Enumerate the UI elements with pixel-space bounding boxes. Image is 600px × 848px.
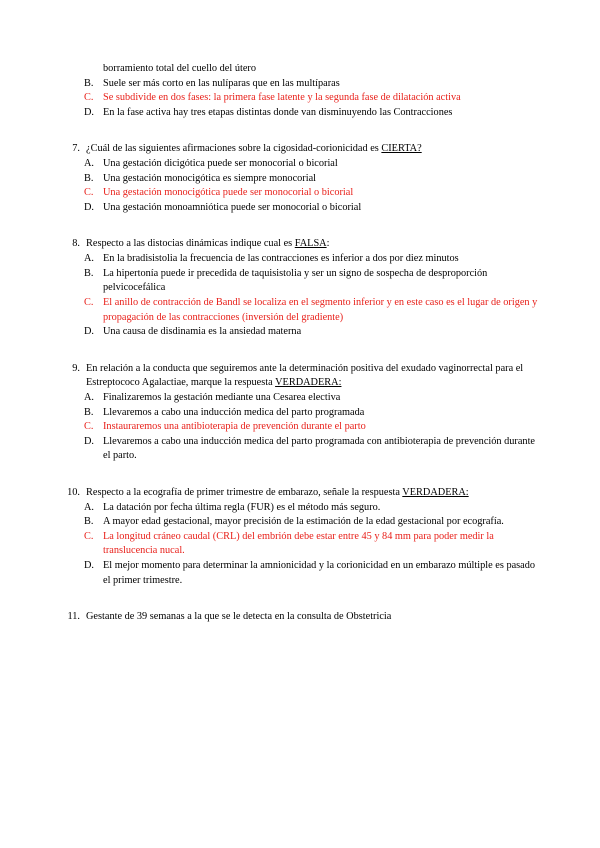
stem-prefix: En relación a la conducta que seguiremos ante la determinación positiva del exudado vaginorrectal para el Estreptococo Agalactiae, marque la respuesta xyxy=(86,362,524,389)
option-row[interactable] xyxy=(60,435,540,464)
question-stem xyxy=(60,362,540,391)
question-10 xyxy=(60,486,540,588)
option-row[interactable] xyxy=(60,559,540,588)
question-number: 7. xyxy=(72,143,80,155)
option-letter: C. xyxy=(84,530,94,542)
option-row[interactable] xyxy=(60,91,540,106)
option-text: La hipertonía puede ir precedida de taquisistolia y ser un signo de sospecha de desproporción pelvicocefálica xyxy=(103,267,488,294)
option-letter: A. xyxy=(84,158,95,170)
option-letter: D. xyxy=(84,106,95,118)
option-letter: B. xyxy=(84,516,94,528)
option-list xyxy=(60,501,540,589)
option-letter: D. xyxy=(84,435,95,447)
question-9 xyxy=(60,362,540,464)
option-letter: A. xyxy=(84,501,95,513)
option-letter: D. xyxy=(84,560,95,572)
option-text: Llevaremos a cabo una inducción medica del parto programada con antibioterapia de prevención durante el parto. xyxy=(103,435,535,462)
option-text: Una gestación dicigótica puede ser monocorial o bicorial xyxy=(103,158,338,170)
option-text: Llevaremos a cabo una inducción medica del parto programada xyxy=(103,406,365,418)
option-text: A mayor edad gestacional, mayor precisión de la estimación de la edad gestacional por ecografía. xyxy=(103,516,504,528)
option-text: En la fase activa hay tres etapas distintas donde van disminuyendo las Contracciones xyxy=(103,106,453,118)
option-text: En la bradisistolia la frecuencia de las contracciones es inferior a dos por diez minutos xyxy=(103,253,459,265)
option-text: El anillo de contracción de Bandl se localiza en el segmento inferior y en este caso es el lugar de origen y propagación de las contracciones (inversión del gradiente) xyxy=(103,296,538,323)
continuation-text: borramiento total del cuello del útero xyxy=(103,63,256,74)
option-text: Una gestación monocigótica es siempre monocorial xyxy=(103,172,317,184)
option-row[interactable] xyxy=(60,252,540,267)
stem-underlined: CIERTA? xyxy=(381,143,422,155)
option-letter: C. xyxy=(84,296,94,308)
question-number: 8. xyxy=(72,238,80,250)
question-stem xyxy=(60,610,540,625)
stem-underlined: VERDADERA: xyxy=(275,377,342,389)
option-text: Se subdivide en dos fases: la primera fase latente y la segunda fase de dilatación activa xyxy=(103,92,461,104)
option-list xyxy=(60,157,540,215)
option-letter: D. xyxy=(84,201,95,213)
option-row[interactable] xyxy=(60,267,540,296)
option-text: El mejor momento para determinar la amnionicidad y la corionicidad en un embarazo múltiple es pasado el primer trimestre. xyxy=(103,560,536,586)
option-row[interactable] xyxy=(60,391,540,406)
option-letter: A. xyxy=(84,253,95,265)
option-letter: C. xyxy=(84,92,94,104)
option-letter: B. xyxy=(84,406,94,418)
stem-prefix: Respecto a las distocias dinámicas indique cual es xyxy=(86,238,295,250)
question-text: Gestante de 39 semanas a la que se le detecta en la consulta de Obstetricia xyxy=(86,611,392,623)
question-fragment-top xyxy=(60,62,540,120)
stem-underlined: FALSA xyxy=(294,238,327,250)
stem-underlined: VERDADERA: xyxy=(402,487,469,499)
stem-prefix: ¿Cuál de las siguientes afirmaciones sobre la cigosidad-corionicidad es xyxy=(86,143,382,155)
option-text: Una gestación monoamniótica puede ser monocorial o bicorial xyxy=(103,201,362,213)
option-row[interactable] xyxy=(60,501,540,516)
option-row[interactable] xyxy=(60,530,540,559)
option-row[interactable] xyxy=(60,186,540,201)
option-text: Una gestación monocigótica puede ser monocorial o bicorial xyxy=(103,187,354,199)
option-row[interactable] xyxy=(60,420,540,435)
option-row[interactable] xyxy=(60,406,540,421)
question-stem xyxy=(60,142,540,157)
option-letter: C. xyxy=(84,421,94,433)
question-text xyxy=(86,486,540,501)
option-row[interactable] xyxy=(60,77,540,92)
option-row[interactable] xyxy=(60,296,540,325)
question-text xyxy=(86,237,540,252)
option-text: La longitud cráneo caudal (CRL) del embrión debe estar entre 45 y 84 mm para poder medir la translucencia nucal. xyxy=(103,530,494,557)
option-letter: B. xyxy=(84,77,94,89)
question-stem xyxy=(60,486,540,501)
exam-content xyxy=(60,62,540,625)
option-letter: D. xyxy=(84,326,95,338)
question-7 xyxy=(60,142,540,215)
option-text: Suele ser más corto en las nulíparas que en las multíparas xyxy=(103,77,340,89)
question-number: 10. xyxy=(67,487,80,499)
question-number: 11. xyxy=(67,611,80,623)
option-list xyxy=(60,391,540,464)
question-text xyxy=(86,362,540,391)
question-text xyxy=(86,142,540,157)
option-letter: C. xyxy=(84,187,94,199)
stem-prefix: Respecto a la ecografía de primer trimestre de embarazo, señale la respuesta xyxy=(86,487,403,499)
option-list xyxy=(60,252,540,340)
option-letter: B. xyxy=(84,172,94,184)
option-row[interactable] xyxy=(60,515,540,530)
question-11 xyxy=(60,610,540,625)
option-row[interactable] xyxy=(60,201,540,216)
option-letter: A. xyxy=(84,391,95,403)
option-row[interactable] xyxy=(60,325,540,340)
option-text: Instauraremos una antibioterapia de prevención durante el parto xyxy=(103,421,366,433)
option-letter: B. xyxy=(84,267,94,279)
stem-suffix: : xyxy=(326,238,330,250)
question-8 xyxy=(60,237,540,339)
question-stem xyxy=(60,237,540,252)
option-row[interactable] xyxy=(60,172,540,187)
option-text: Finalizaremos la gestación mediante una Cesarea electiva xyxy=(103,391,341,403)
option-row[interactable] xyxy=(60,157,540,172)
option-row[interactable] xyxy=(60,106,540,121)
option-text: La datación por fecha última regla (FUR) es el método más seguro. xyxy=(103,501,381,513)
option-list xyxy=(60,77,540,121)
question-number: 9. xyxy=(72,362,80,374)
option-text: Una causa de disdinamia es la ansiedad materna xyxy=(103,326,302,338)
